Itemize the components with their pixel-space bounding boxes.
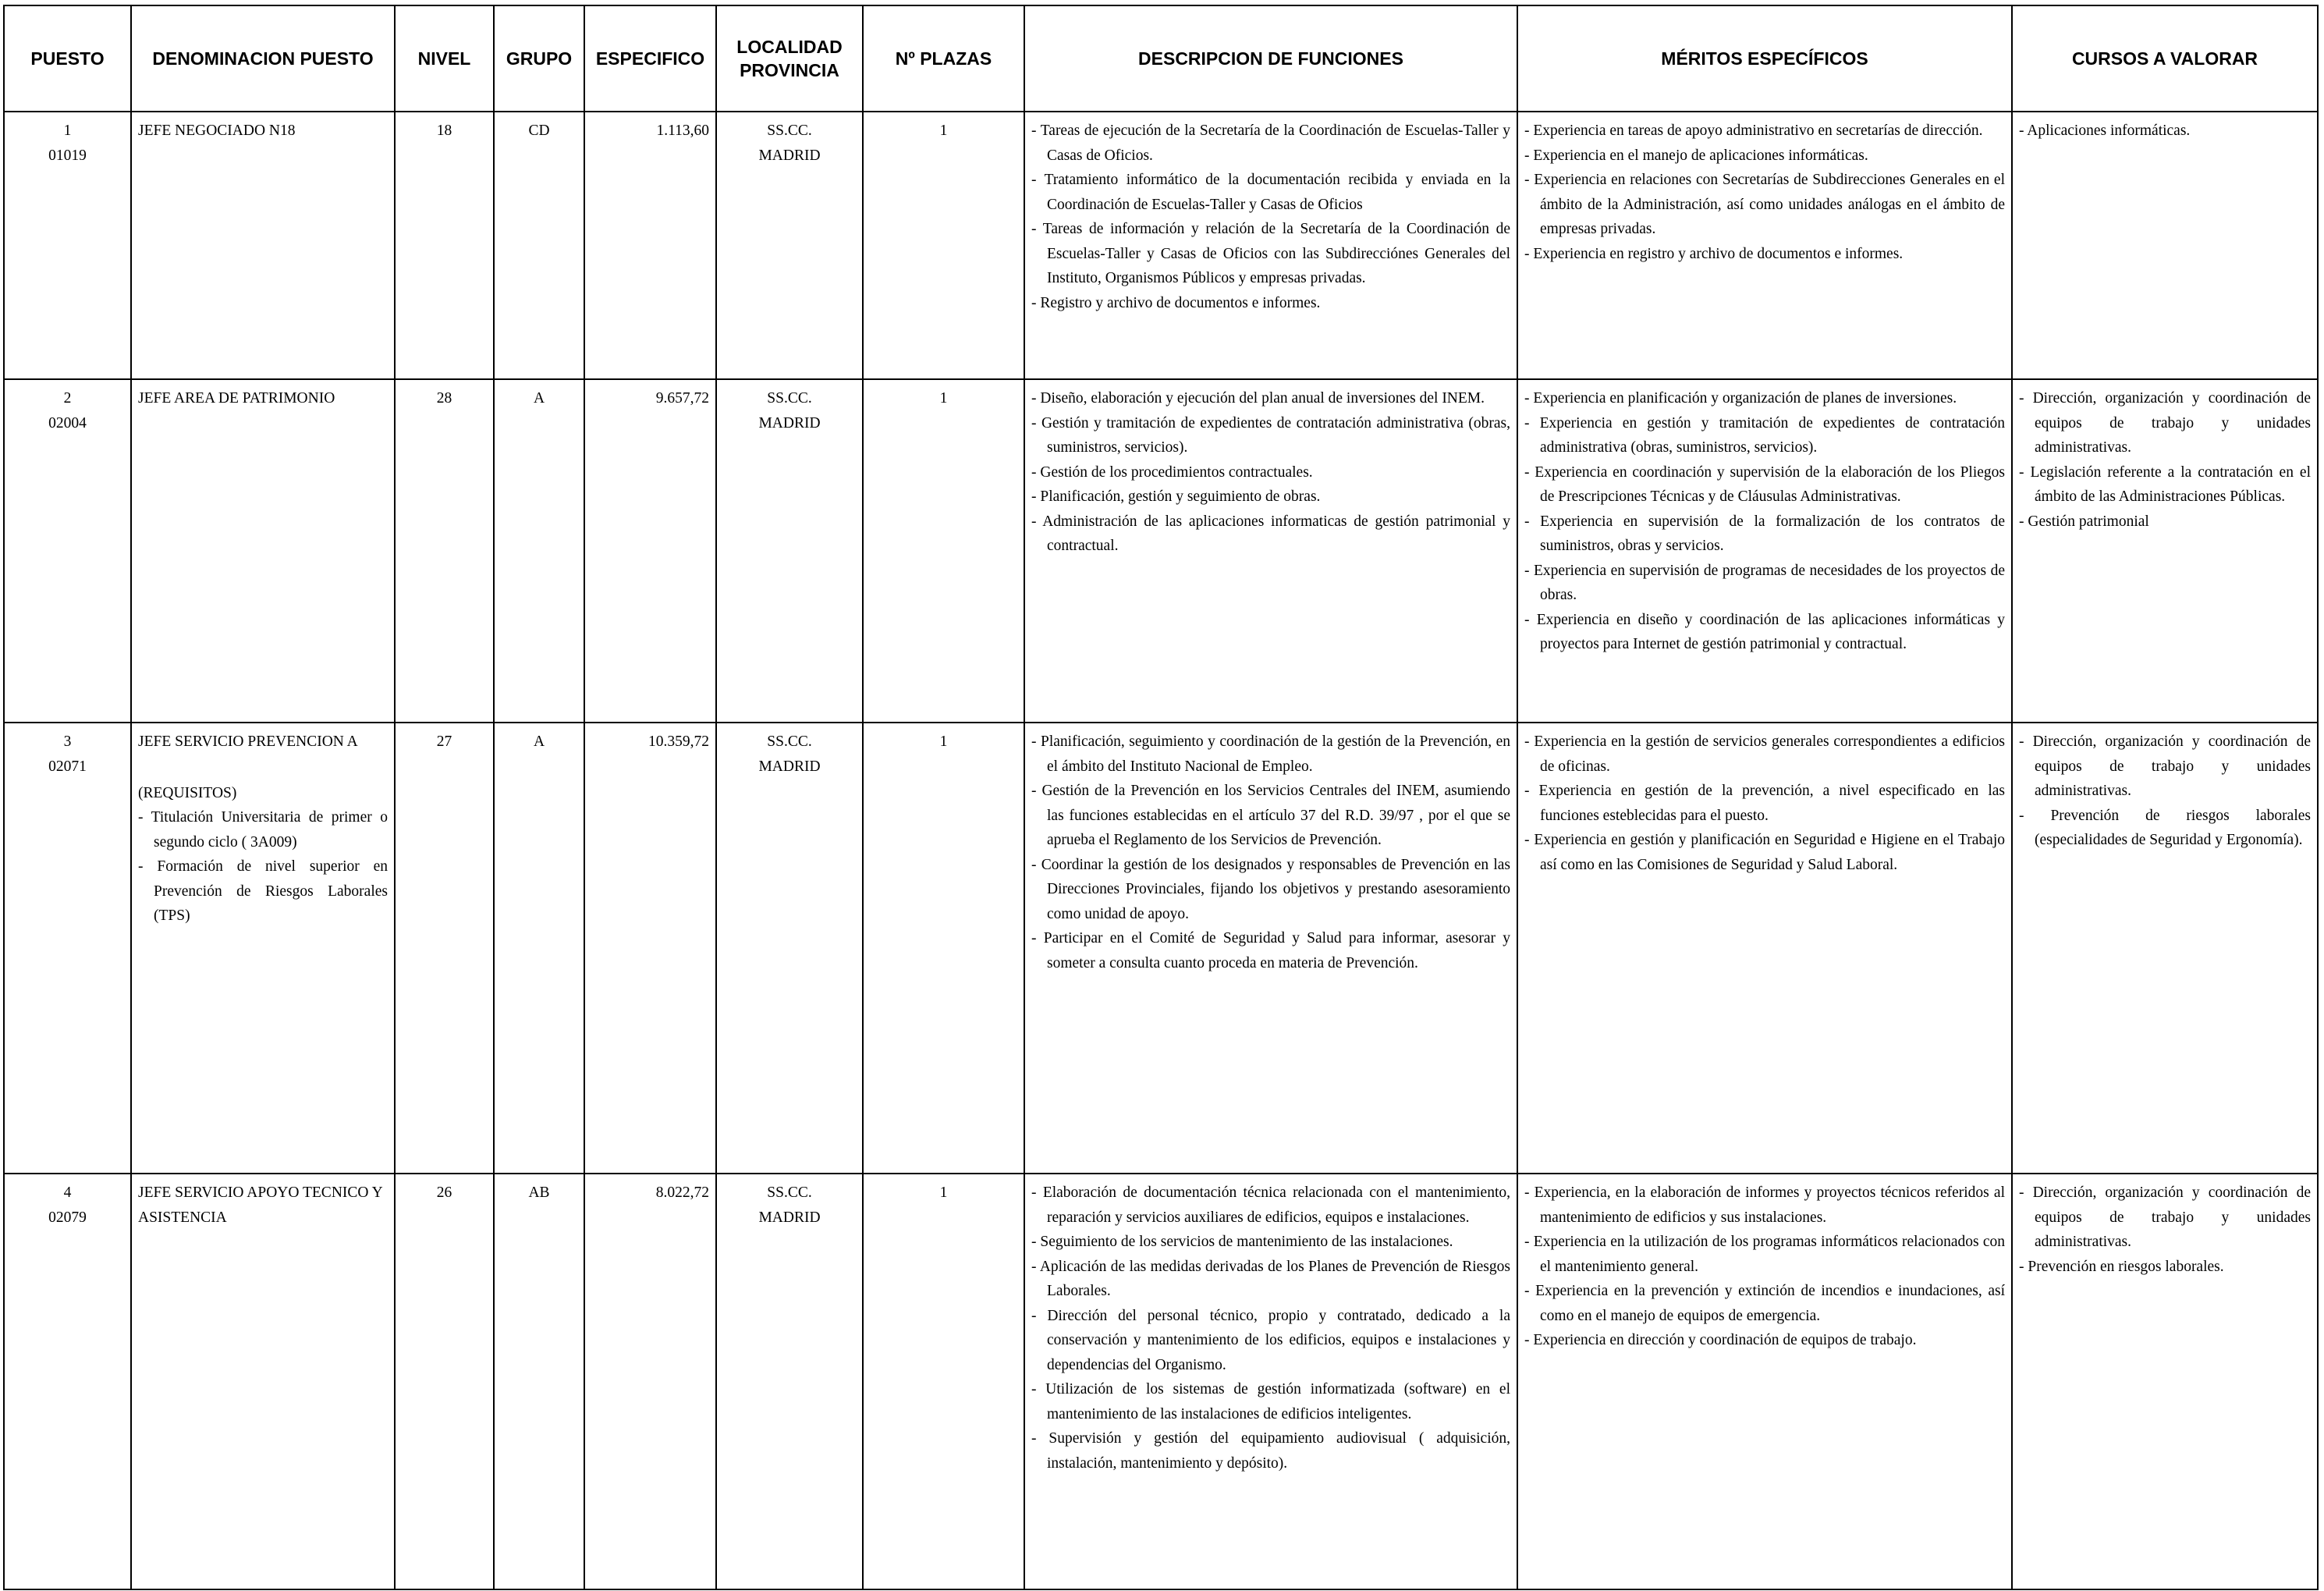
funcion-item: - Gestión de la Prevención en los Servicios Centrales del INEM, asumiendo las funciones establecidas en el artículo 37 del R.D. 39/97 , por el que se aprueba el Reglamento de los Servicios de Prevención. — [1031, 779, 1510, 853]
grupo-value: A — [533, 733, 545, 750]
merito-item: - Experiencia, en la elaboración de informes y proyectos técnicos referidos al mantenimiento de edificios y sus instalaciones. — [1524, 1181, 2005, 1230]
especifico-value: 10.359,72 — [648, 733, 709, 750]
meritos-cell — [1517, 1174, 2012, 1589]
header-puesto: PUESTO — [4, 5, 131, 112]
curso-item: - Dirección, organización y coordinación de equipos de trabajo y unidades administrativas. — [2019, 1181, 2311, 1255]
puesto-cell — [4, 112, 131, 379]
puesto-number: 4 — [63, 1184, 72, 1201]
funcion-item: - Planificación, seguimiento y coordinación de la gestión de la Prevención, en el ámbito del Instituto Nacional de Empleo. — [1031, 730, 1510, 779]
grupo-value: AB — [528, 1184, 550, 1201]
funcion-item: - Aplicación de las medidas derivadas de los Planes de Prevención de Riesgos Laborales. — [1031, 1255, 1510, 1304]
especifico-value: 1.113,60 — [656, 123, 709, 139]
requisito-item: - Formación de nivel superior en Prevención de Riesgos Laborales (TPS) — [138, 854, 388, 929]
localidad-cell — [716, 379, 863, 723]
especifico-cell — [584, 379, 716, 723]
funcion-item: - Coordinar la gestión de los designados y responsables de Prevención en las Direcciones Provinciales, fijando los objetivos y prestando asesoramiento como unidad de apoyo. — [1031, 853, 1510, 927]
denominacion-text: JEFE SERVICIO APOYO TECNICO Y ASISTENCIA — [138, 1184, 382, 1226]
denominacion-cell — [131, 379, 395, 723]
merito-item: - Experiencia en tareas de apoyo administrativo en secretarías de dirección. — [1524, 119, 2005, 144]
curso-item: - Gestión patrimonial — [2019, 510, 2311, 534]
funciones-cell — [1024, 379, 1517, 723]
nivel-value: 18 — [436, 123, 452, 139]
meritos-cell — [1517, 723, 2012, 1174]
puesto-cell — [4, 1174, 131, 1589]
header-localidad: LOCALIDAD PROVINCIA — [716, 5, 863, 112]
denominacion-cell — [131, 1174, 395, 1589]
curso-item: - Prevención de riesgos laborales (especialidades de Seguridad y Ergonomía). — [2019, 804, 2311, 853]
funcion-item: - Elaboración de documentación técnica relacionada con el mantenimiento, reparación y servicios auxiliares de edificios, equipos e instalaciones. — [1031, 1181, 1510, 1230]
puesto-number: 1 — [63, 123, 72, 139]
plazas-cell — [863, 379, 1024, 723]
curso-item: - Aplicaciones informáticas. — [2019, 119, 2311, 144]
plazas-cell — [863, 1174, 1024, 1589]
header-funciones: DESCRIPCION DE FUNCIONES — [1024, 5, 1517, 112]
merito-item: - Experiencia en supervisión de programas de necesidades de los proyectos de obras. — [1524, 559, 2005, 608]
plazas-value: 1 — [939, 390, 948, 407]
localidad-value: SS.CC. — [767, 390, 812, 407]
grupo-cell — [494, 112, 584, 379]
provincia-value: MADRID — [758, 414, 821, 431]
merito-item: - Experiencia en dirección y coordinación de equipos de trabajo. — [1524, 1328, 2005, 1353]
puesto-code: 02071 — [48, 758, 87, 775]
localidad-value: SS.CC. — [767, 123, 812, 139]
nivel-cell — [395, 112, 494, 379]
provincia-value: MADRID — [758, 1209, 821, 1226]
grupo-value: CD — [528, 123, 550, 139]
meritos-cell — [1517, 112, 2012, 379]
nivel-cell — [395, 1174, 494, 1589]
requisitos-title: (REQUISITOS) — [138, 784, 237, 801]
merito-item: - Experiencia en la utilización de los programas informáticos relacionados con el mantenimiento general. — [1524, 1230, 2005, 1279]
plazas-value: 1 — [939, 123, 948, 139]
especifico-value: 9.657,72 — [655, 390, 709, 407]
cursos-cell — [2012, 723, 2318, 1174]
funcion-item: - Participar en el Comité de Seguridad y Salud para informar, asesorar y someter a consulta cuanto proceda en materia de Prevención. — [1031, 926, 1510, 975]
grupo-cell — [494, 379, 584, 723]
merito-item: - Experiencia en la prevención y extinción de incendios e inundaciones, así como en el manejo de equipos de emergencia. — [1524, 1279, 2005, 1328]
plazas-value: 1 — [939, 1184, 948, 1201]
merito-item: - Experiencia en gestión de la prevención, a nivel especificado en las funciones esteblecidas para el puesto. — [1524, 779, 2005, 828]
plazas-cell — [863, 112, 1024, 379]
grupo-cell — [494, 723, 584, 1174]
merito-item: - Experiencia en relaciones con Secretarías de Subdirecciones Generales en el ámbito de la Administración, así como unidades análogas en el ámbito de empresas privadas. — [1524, 168, 2005, 242]
header-meritos: MÉRITOS ESPECÍFICOS — [1517, 5, 2012, 112]
plazas-value: 1 — [939, 733, 948, 750]
especifico-cell — [584, 723, 716, 1174]
provincia-value: MADRID — [758, 758, 821, 775]
denominacion-cell — [131, 112, 395, 379]
nivel-value: 28 — [436, 390, 452, 407]
nivel-value: 26 — [436, 1184, 452, 1201]
puesto-code: 01019 — [48, 147, 87, 164]
requisito-item: - Titulación Universitaria de primer o segundo ciclo ( 3A009) — [138, 805, 388, 854]
funciones-cell — [1024, 1174, 1517, 1589]
funcion-item: - Diseño, elaboración y ejecución del plan anual de inversiones del INEM. — [1031, 386, 1510, 411]
merito-item: - Experiencia en el manejo de aplicaciones informáticas. — [1524, 144, 2005, 169]
cursos-cell — [2012, 112, 2318, 379]
header-row — [4, 5, 2318, 112]
table-row — [4, 723, 2318, 1174]
funciones-cell — [1024, 723, 1517, 1174]
funcion-item: - Planificación, gestión y seguimiento de obras. — [1031, 485, 1510, 510]
funcion-item: - Tareas de información y relación de la Secretaría de la Coordinación de Escuelas-Taller y Casas de Oficios con las Subdirecciónes Generales del Instituto, Organismos Públicos y empresas privadas. — [1031, 217, 1510, 291]
localidad-cell — [716, 1174, 863, 1589]
header-nivel: NIVEL — [395, 5, 494, 112]
puesto-code: 02004 — [48, 414, 87, 431]
curso-item: - Prevención en riesgos laborales. — [2019, 1255, 2311, 1280]
denominacion-text: JEFE SERVICIO PREVENCION A — [138, 733, 358, 750]
table-row — [4, 379, 2318, 723]
nivel-cell — [395, 379, 494, 723]
merito-item: - Experiencia en registro y archivo de documentos e informes. — [1524, 242, 2005, 267]
header-denominacion: DENOMINACION PUESTO — [131, 5, 395, 112]
merito-item: - Experiencia en la gestión de servicios generales correspondientes a edificios de oficinas. — [1524, 730, 2005, 779]
table-row — [4, 1174, 2318, 1589]
puesto-cell — [4, 379, 131, 723]
header-cursos: CURSOS A VALORAR — [2012, 5, 2318, 112]
cursos-cell — [2012, 379, 2318, 723]
grupo-value: A — [533, 390, 545, 407]
merito-item: - Experiencia en coordinación y supervisión de la elaboración de los Pliegos de Prescripciones Técnicas y de Cláusulas Administrativas. — [1524, 460, 2005, 510]
positions-table — [3, 5, 2319, 1590]
funcion-item: - Dirección del personal técnico, propio y contratado, dedicado a la conservación y mantenimiento de los edificios, equipos e instalaciones y dependencias del Organismo. — [1031, 1304, 1510, 1378]
merito-item: - Experiencia en diseño y coordinación de las aplicaciones informáticas y proyectos para Internet de gestión patrimonial y contractual. — [1524, 608, 2005, 657]
funciones-cell — [1024, 112, 1517, 379]
funcion-item: - Registro y archivo de documentos e informes. — [1031, 291, 1510, 316]
header-especifico: ESPECIFICO — [584, 5, 716, 112]
funcion-item: - Utilización de los sistemas de gestión informatizada (software) en el mantenimiento de las instalaciones de edificios inteligentes. — [1031, 1377, 1510, 1426]
funcion-item: - Tareas de ejecución de la Secretaría de la Coordinación de Escuelas-Taller y Casas de Oficios. — [1031, 119, 1510, 168]
nivel-cell — [395, 723, 494, 1174]
funcion-item: - Supervisión y gestión del equipamiento audiovisual ( adquisición, instalación, mantenimiento y depósito). — [1031, 1426, 1510, 1476]
provincia-value: MADRID — [758, 147, 821, 164]
grupo-cell — [494, 1174, 584, 1589]
curso-item: - Legislación referente a la contratación en el ámbito de las Administraciones Públicas. — [2019, 460, 2311, 510]
merito-item: - Experiencia en planificación y organización de planes de inversiones. — [1524, 386, 2005, 411]
puesto-number: 3 — [63, 733, 72, 750]
especifico-cell — [584, 112, 716, 379]
denominacion-cell — [131, 723, 395, 1174]
header-plazas: Nº PLAZAS — [863, 5, 1024, 112]
nivel-value: 27 — [436, 733, 452, 750]
puesto-number: 2 — [63, 390, 72, 407]
header-grupo: GRUPO — [494, 5, 584, 112]
merito-item: - Experiencia en gestión y planificación en Seguridad e Higiene en el Trabajo así como en las Comisiones de Seguridad y Salud Laboral. — [1524, 828, 2005, 877]
especifico-cell — [584, 1174, 716, 1589]
meritos-cell — [1517, 379, 2012, 723]
funcion-item: - Tratamiento informático de la documentación recibida y enviada en la Coordinación de Escuelas-Taller y Casas de Oficios — [1031, 168, 1510, 217]
localidad-value: SS.CC. — [767, 1184, 812, 1201]
especifico-value: 8.022,72 — [655, 1184, 709, 1201]
curso-item: - Dirección, organización y coordinación de equipos de trabajo y unidades administrativas. — [2019, 730, 2311, 804]
puesto-cell — [4, 723, 131, 1174]
funcion-item: - Gestión de los procedimientos contractuales. — [1031, 460, 1510, 485]
table-row — [4, 112, 2318, 379]
denominacion-text: JEFE AREA DE PATRIMONIO — [138, 390, 335, 407]
merito-item: - Experiencia en gestión y tramitación de expedientes de contratación administrativa (obras, suministros, servicios). — [1524, 411, 2005, 460]
funcion-item: - Seguimiento de los servicios de mantenimiento de las instalaciones. — [1031, 1230, 1510, 1255]
merito-item: - Experiencia en supervisión de la formalización de los contratos de suministros, obras y servicios. — [1524, 510, 2005, 559]
localidad-cell — [716, 723, 863, 1174]
cursos-cell — [2012, 1174, 2318, 1589]
localidad-value: SS.CC. — [767, 733, 812, 750]
curso-item: - Dirección, organización y coordinación de equipos de trabajo y unidades administrativas. — [2019, 386, 2311, 460]
localidad-cell — [716, 112, 863, 379]
puesto-code: 02079 — [48, 1209, 87, 1226]
denominacion-text: JEFE NEGOCIADO N18 — [138, 123, 296, 139]
plazas-cell — [863, 723, 1024, 1174]
funcion-item: - Administración de las aplicaciones informaticas de gestión patrimonial y contractual. — [1031, 510, 1510, 559]
funcion-item: - Gestión y tramitación de expedientes de contratación administrativa (obras, suministros, servicios). — [1031, 411, 1510, 460]
